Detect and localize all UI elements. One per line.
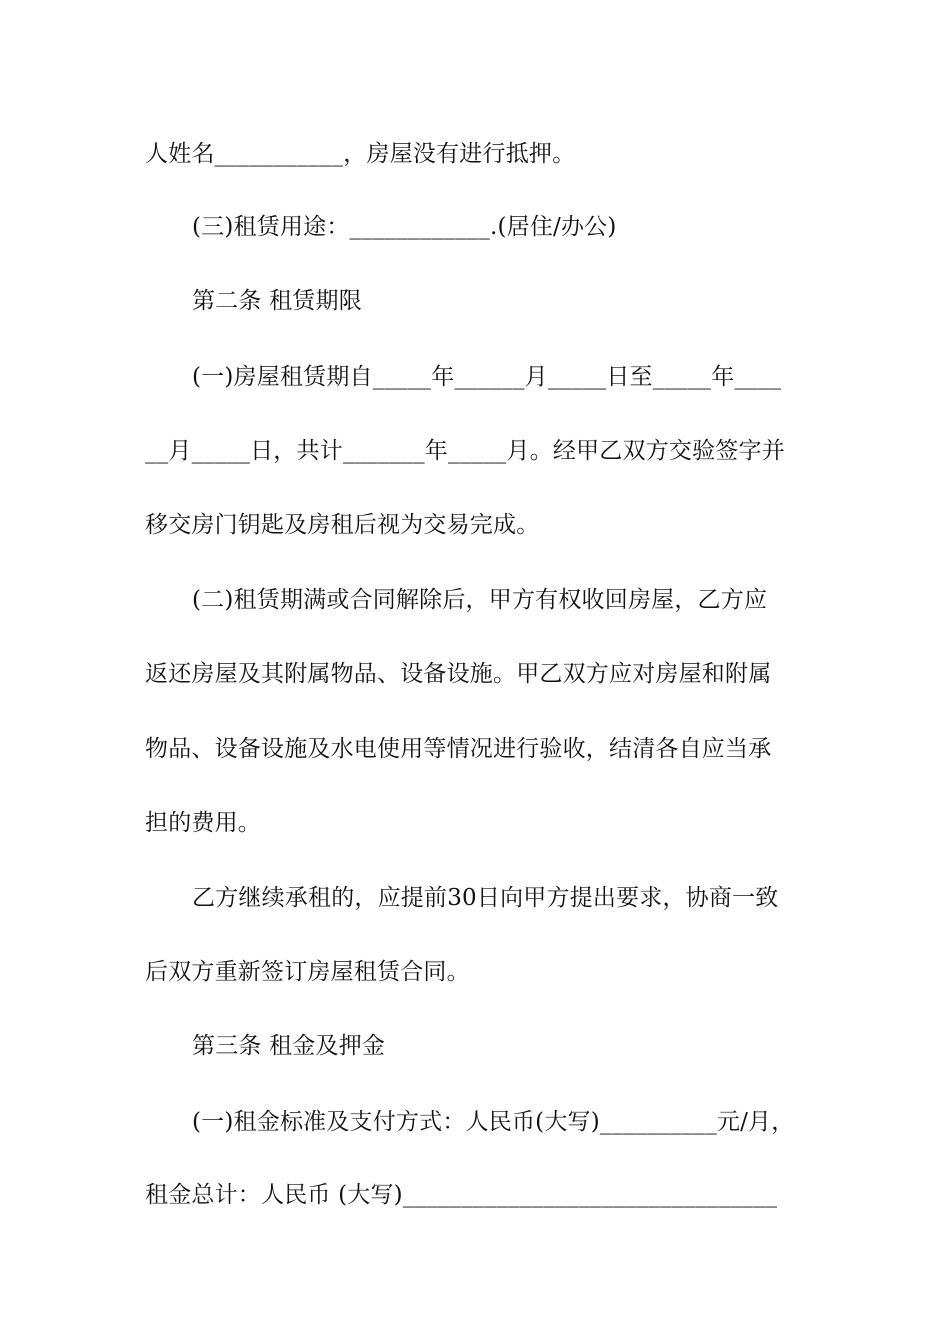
paragraph-line-7: (二)租赁期满或合同解除后，甲方有权收回房屋，乙方应: [192, 587, 768, 613]
paragraph-line-2: (三)租赁用途：____________.(居住/办公): [192, 214, 617, 240]
paragraph-line-12: 后双方重新签订房屋租赁合同。: [145, 959, 470, 985]
paragraph-line-9: 物品、设备设施及水电使用等情况进行验收，结清各自应当承: [145, 736, 772, 762]
section-heading-2: 第二条 租赁期限: [192, 288, 362, 314]
paragraph-line-6: 移交房门钥匙及房租后视为交易完成。: [145, 512, 540, 538]
paragraph-line-4: (一)房屋租赁期自_____年______月_____日至_____年____: [192, 364, 782, 390]
paragraph-line-8: 返还房屋及其附属物品、设备设施。甲乙双方应对房屋和附属: [145, 661, 772, 687]
paragraph-line-5: __月_____日，共计_______年_____月。经甲乙双方交验签字并: [145, 438, 785, 464]
paragraph-line-11: 乙方继续承租的，应提前30日向甲方提出要求，协商一致: [192, 885, 779, 911]
paragraph-line-1: 人姓名___________，房屋没有进行抵押。: [145, 141, 576, 167]
section-heading-3: 第三条 租金及押金: [192, 1033, 386, 1059]
paragraph-line-14: (一)租金标准及支付方式：人民币(大写)__________元/月，: [192, 1109, 795, 1135]
paragraph-line-15: 租金总计：人民币 (大写)________________________________: [145, 1182, 778, 1208]
paragraph-line-10: 担的费用。: [145, 810, 261, 836]
